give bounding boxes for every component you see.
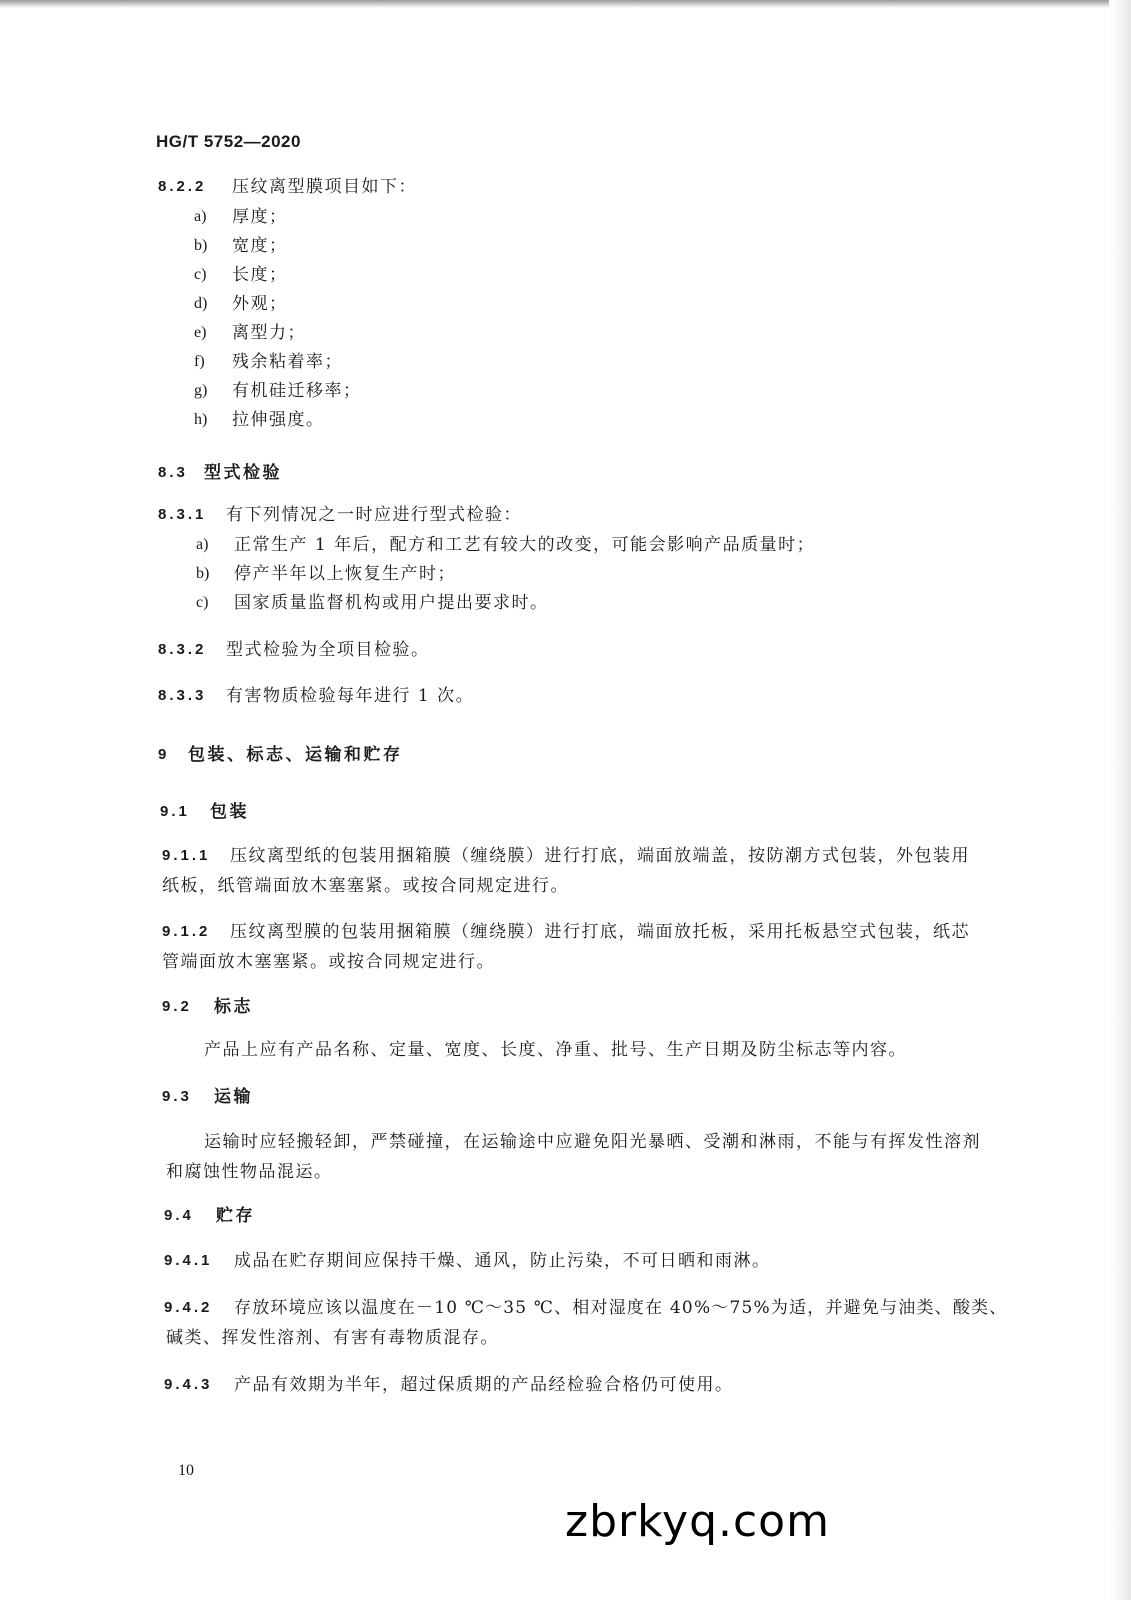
document-code: HG/T 5752—2020	[156, 132, 301, 151]
clause-number: 8.3.1	[158, 506, 207, 523]
list-text: 残余粘着率；	[232, 352, 343, 372]
clause-number: 9.4.2	[164, 1299, 213, 1316]
clause-number: 9.1.2	[162, 923, 211, 940]
clause-text: 压纹离型膜的包装用捆箱膜（缠绕膜）进行打底，端面放托板，采用托板悬空式包装，纸芯	[230, 922, 970, 942]
clause-text: 压纹离型纸的包装用捆箱膜（缠绕膜）进行打底，端面放端盖，按防潮方式包装，外包装用	[230, 846, 970, 866]
watermark-text: zbrkyq.com	[565, 1496, 830, 1547]
list-label: g)	[194, 382, 208, 399]
clause-number: 9.4.3	[164, 1376, 213, 1393]
clause-text: 存放环境应该以温度在－10 ℃～35 ℃、相对湿度在 40%～75%为适，并避免与油类、酸类、	[234, 1298, 1008, 1318]
clause-text-continued: 管端面放木塞塞紧。或按合同规定进行。	[162, 952, 495, 972]
clause-text: 有害物质检验每年进行 1 次。	[226, 686, 475, 706]
clause-text: 产品有效期为半年，超过保质期的产品经检验合格仍可使用。	[234, 1375, 734, 1395]
section-title: 标志	[214, 997, 253, 1017]
clause-number: 8.2.2	[158, 178, 207, 195]
paragraph: 运输时应轻搬轻卸，严禁碰撞，在运输途中应避免阳光暴晒、受潮和淋雨，不能与有挥发性溶剂	[204, 1132, 981, 1152]
section-number: 9.2	[162, 998, 192, 1015]
list-text: 国家质量监督机构或用户提出要求时。	[234, 593, 549, 613]
list-text: 长度；	[232, 265, 288, 285]
section-number: 9.1	[160, 803, 190, 820]
list-label: b)	[196, 565, 210, 582]
list-label: b)	[194, 237, 208, 254]
clause-text: 成品在贮存期间应保持干燥、通风，防止污染，不可日晒和雨淋。	[234, 1251, 771, 1271]
list-text: 停产半年以上恢复生产时；	[234, 564, 456, 584]
page-number: 10	[178, 1462, 194, 1479]
section-number: 9.3	[162, 1088, 192, 1105]
scan-top-edge	[0, 0, 1131, 8]
clause-text-continued: 纸板，纸管端面放木塞塞紧。或按合同规定进行。	[162, 876, 569, 896]
list-text: 正常生产 1 年后，配方和工艺有较大的改变，可能会影响产品质量时；	[234, 535, 816, 555]
section-number: 8.3	[158, 464, 188, 481]
clause-text: 压纹离型膜项目如下：	[232, 177, 417, 197]
paragraph: 产品上应有产品名称、定量、宽度、长度、净重、批号、生产日期及防尘标志等内容。	[204, 1040, 907, 1060]
section-title: 运输	[214, 1087, 253, 1107]
list-label: a)	[196, 536, 209, 553]
paragraph-continued: 和腐蚀性物品混运。	[166, 1162, 333, 1182]
chapter-title: 包装、标志、运输和贮存	[188, 745, 403, 765]
clause-number: 9.4.1	[164, 1252, 213, 1269]
list-text: 有机硅迁移率；	[232, 381, 362, 401]
section-title: 贮存	[216, 1206, 255, 1226]
clause-text-continued: 碱类、挥发性溶剂、有害有毒物质混存。	[166, 1328, 499, 1348]
list-label: h)	[194, 411, 208, 428]
list-text: 厚度；	[232, 207, 288, 227]
clause-text: 型式检验为全项目检验。	[226, 640, 430, 660]
list-label: a)	[194, 208, 207, 225]
section-title: 包装	[210, 802, 249, 822]
list-label: e)	[194, 324, 207, 341]
list-text: 离型力；	[232, 323, 306, 343]
list-label: d)	[194, 295, 208, 312]
chapter-number: 9	[158, 746, 170, 763]
clause-number: 9.1.1	[162, 847, 211, 864]
list-label: c)	[194, 266, 207, 283]
section-title: 型式检验	[204, 463, 282, 483]
section-number: 9.4	[164, 1207, 194, 1224]
list-text: 拉伸强度。	[232, 410, 325, 430]
list-label: f)	[194, 353, 205, 370]
list-text: 宽度；	[232, 236, 288, 256]
list-text: 外观；	[232, 294, 288, 314]
clause-text: 有下列情况之一时应进行型式检验：	[226, 505, 522, 525]
scan-right-edge	[1109, 0, 1131, 1600]
clause-number: 8.3.2	[158, 641, 207, 658]
clause-number: 8.3.3	[158, 687, 207, 704]
list-label: c)	[196, 594, 209, 611]
